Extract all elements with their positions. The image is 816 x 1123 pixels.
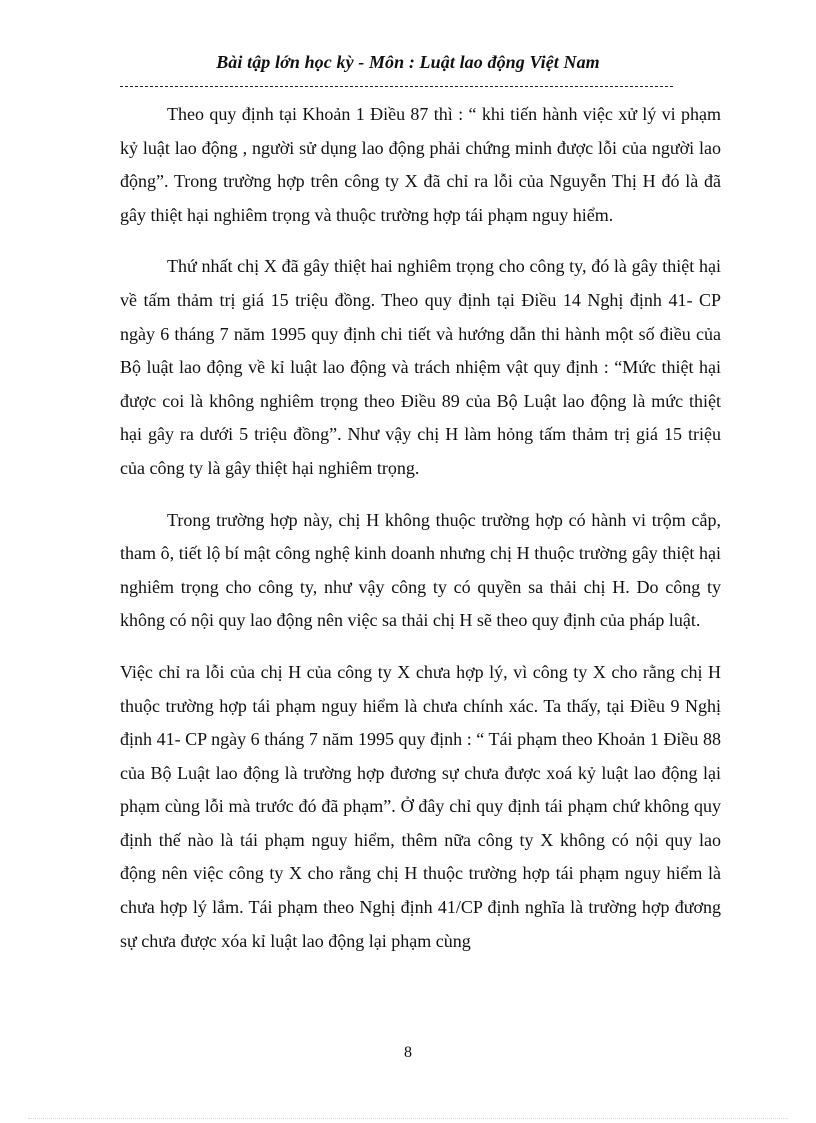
page-number: 8: [404, 1044, 412, 1061]
paragraph-4: Việc chỉ ra lỗi của chị H của công ty X chưa hợp lý, vì công ty X cho rằng chị H thuộc trường hợp tái phạm nguy hiểm là chưa chính xác. Ta thấy, tại Điều 9 Nghị định 41- CP ngày 6 tháng 7 năm 1995 quy định : “ Tái phạm theo Khoản 1 Điều 88 của Bộ Luật lao động là trường hợp đương sự chưa được xoá kỷ luật lao động lại phạm cùng lỗi mà trước đó đã phạm”. Ở đây chỉ quy định tái phạm chứ không quy định thế nào là tái phạm nguy hiểm, thêm nữa công ty X không có nội quy lao động nên việc công ty X cho rằng chị H thuộc trường hợp tái phạm nguy hiểm là chưa hợp lý lắm. Tái phạm theo Nghị định 41/CP định nghĩa là trường hợp đương sự chưa được xóa kỉ luật lao động lại phạm cùng: [120, 661, 721, 951]
page-header-title: Bài tập lớn học kỳ - Môn : Luật lao động Việt Nam: [216, 52, 600, 72]
document-body: [120, 98, 721, 958]
page-bottom-divider: [28, 1118, 788, 1119]
paragraph-3: Trong trường hợp này, chị H không thuộc trường hợp có hành vi trộm cắp, tham ô, tiết lộ bí mật công nghệ kinh doanh nhưng chị H thuộc trường gây thiệt hại nghiêm trọng cho công ty, như vậy công ty có quyền sa thải chị H. Do công ty không có nội quy lao động nên việc sa thải chị H sẽ theo quy định của pháp luật.: [120, 509, 721, 631]
paragraph-2: Thứ nhất chị X đã gây thiệt hai nghiêm trọng cho công ty, đó là gây thiệt hại về tấm thảm trị giá 15 triệu đồng. Theo quy định tại Điều 14 Nghị định 41- CP ngày 6 tháng 7 năm 1995 quy định chi tiết và hướng dẫn thi hành một số điều của Bộ luật lao động về kỉ luật lao động và trách nhiệm vật quy định : “Mức thiệt hại được coi là không nghiêm trọng theo Điều 89 của Bộ Luật lao động là mức thiệt hại gây ra dưới 5 triệu đồng”. Như vậy chị H làm hỏng tấm thảm trị giá 15 triệu của công ty là gây thiệt hại nghiêm trọng.: [120, 256, 721, 478]
paragraph-1: Theo quy định tại Khoản 1 Điều 87 thì : “ khi tiến hành việc xử lý vi phạm kỷ luật lao động , người sử dụng lao động phải chứng minh được lỗi của người lao động”. Trong trường hợp trên công ty X đã chỉ ra lỗi của Nguyễn Thị H đó là đã gây thiệt hại nghiêm trọng và thuộc trường hợp tái phạm nguy hiểm.: [120, 104, 721, 225]
header-divider: [120, 86, 673, 87]
